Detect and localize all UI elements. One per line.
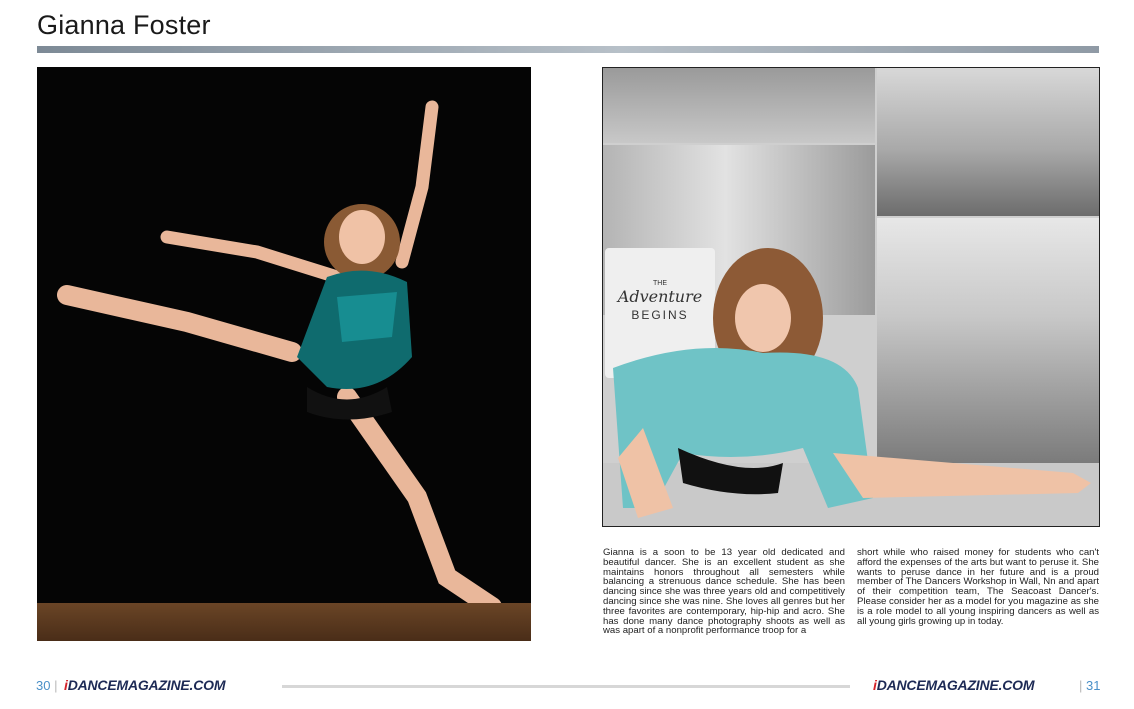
page-number-left: 30 |: [36, 678, 58, 693]
mug-text-begins: BEGINS: [631, 308, 689, 322]
logo-i-left: i: [64, 677, 68, 693]
dancer-split-photo: [602, 67, 1100, 527]
logo-text-left: DANCEMAGAZINE.COM: [67, 677, 226, 693]
article-column-left: Gianna is a soon to be 13 year old dedicated and beautiful dancer. She is an excellent student as she maintains honors throughout all semesters while balancing a strenuous dance schedule. She has been dancing since she was three years old and competitively dancing since she was nine. She loves all genres but her three favorites are contemporary, hip-hip and acro. She has done many dance photography shoots as well as was apart of a nonprofit performance troop for a: [603, 547, 845, 637]
mug-text-the: THE: [653, 280, 667, 287]
magazine-logo-right[interactable]: [873, 677, 1034, 693]
mug-text-adventure: Adventure: [617, 287, 703, 306]
logo-text-right: DANCEMAGAZINE.COM: [876, 677, 1035, 693]
logo-i-right: i: [873, 677, 877, 693]
page-number-left-value: 30: [36, 678, 51, 693]
article-column-right: short while who raised money for students who can't afford the expenses of the arts but want to peruse it. She wants to peruse dance in her future and is a proud member of The Dancers Workshop in Wall, Nn and apart of their competition team, The Seacoast Dancer's. Please consider her as a model for you magazine as she is a role model to all young inspiring dancers as well as all young girls growing up in today.: [857, 547, 1099, 627]
page-number-right: | 31: [1079, 678, 1101, 693]
footer-divider: [282, 685, 850, 688]
title-divider: [37, 46, 1099, 53]
magazine-logo-left[interactable]: [64, 677, 225, 693]
stage-floor: [37, 603, 531, 641]
page-title: Gianna Foster: [37, 10, 211, 40]
page-number-right-value: 31: [1086, 678, 1101, 693]
dancer-leap-photo: [37, 67, 531, 641]
